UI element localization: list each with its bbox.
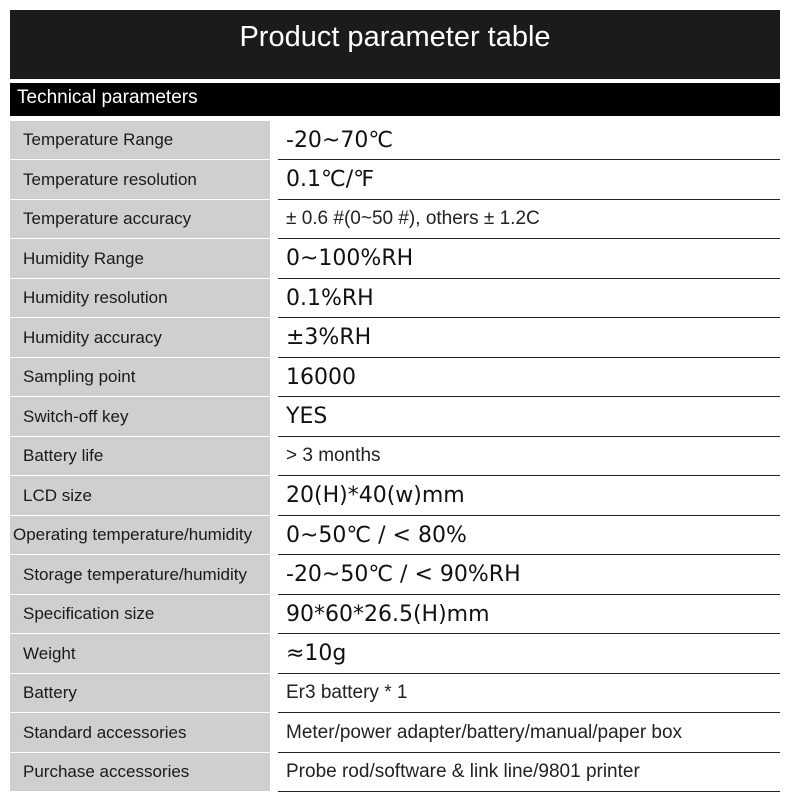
table-row: [10, 753, 780, 792]
parameter-table: [10, 121, 780, 792]
table-row: [10, 555, 780, 595]
table-row: [10, 358, 780, 397]
cell-gap: [270, 397, 278, 437]
parameter-label: Sampling point: [10, 358, 270, 397]
cell-gap: [270, 121, 278, 160]
page-title: Product parameter table: [239, 21, 551, 53]
parameter-label: Switch-off key: [10, 397, 270, 437]
table-row: [10, 121, 780, 160]
parameter-value: 0~100%RH: [278, 239, 780, 279]
parameter-value: YES: [278, 397, 780, 437]
parameter-value: ≈10g: [278, 634, 780, 674]
table-row: [10, 634, 780, 674]
cell-gap: [270, 200, 278, 239]
table-row: [10, 674, 780, 713]
parameter-label: Temperature Range: [10, 121, 270, 160]
parameter-label: Purchase accessories: [10, 753, 270, 792]
table-row: [10, 318, 780, 358]
table-row: [10, 516, 780, 555]
table-row: [10, 279, 780, 318]
parameter-label: Operating temperature/humidity: [10, 516, 270, 555]
table-row: [10, 713, 780, 753]
table-row: [10, 200, 780, 239]
parameter-value: 0.1℃/℉: [278, 160, 780, 200]
table-row: [10, 239, 780, 279]
parameter-label: Battery: [10, 674, 270, 713]
parameter-value: 90*60*26.5(H)mm: [278, 595, 780, 634]
cell-gap: [270, 516, 278, 555]
parameter-value: Meter/power adapter/battery/manual/paper box: [278, 713, 780, 753]
parameter-label: Specification size: [10, 595, 270, 634]
cell-gap: [270, 279, 278, 318]
parameter-label: Standard accessories: [10, 713, 270, 753]
cell-gap: [270, 555, 278, 595]
parameter-value: 16000: [278, 358, 780, 397]
cell-gap: [270, 358, 278, 397]
cell-gap: [270, 160, 278, 200]
cell-gap: [270, 318, 278, 358]
parameter-label: Humidity Range: [10, 239, 270, 279]
table-row: [10, 160, 780, 200]
table-row: [10, 437, 780, 476]
parameter-label: Weight: [10, 634, 270, 674]
parameter-value: ±3%RH: [278, 318, 780, 358]
parameter-label: Storage temperature/humidity: [10, 555, 270, 595]
parameter-value: 0.1%RH: [278, 279, 780, 318]
cell-gap: [270, 595, 278, 634]
cell-gap: [270, 634, 278, 674]
parameter-label: Battery life: [10, 437, 270, 476]
parameter-value: -20~70℃: [278, 121, 780, 160]
table-row: [10, 476, 780, 516]
cell-gap: [270, 674, 278, 713]
table-row: [10, 397, 780, 437]
section-header: Technical parameters: [10, 83, 780, 116]
table-row: [10, 595, 780, 634]
parameter-value: > 3 months: [278, 437, 780, 476]
parameter-label: LCD size: [10, 476, 270, 516]
parameter-label: Humidity resolution: [10, 279, 270, 318]
title-bar: [10, 10, 780, 79]
parameter-value: 0~50℃ / < 80%: [278, 516, 780, 555]
parameter-value: -20~50℃ / < 90%RH: [278, 555, 780, 595]
cell-gap: [270, 476, 278, 516]
parameter-value: Probe rod/software & link line/9801 printer: [278, 753, 780, 792]
parameter-value: 20(H)*40(w)mm: [278, 476, 780, 516]
cell-gap: [270, 239, 278, 279]
cell-gap: [270, 753, 278, 792]
cell-gap: [270, 437, 278, 476]
parameter-value: Er3 battery * 1: [278, 674, 780, 713]
parameter-value: ± 0.6 #(0~50 #), others ± 1.2C: [278, 200, 780, 239]
parameter-label: Temperature accuracy: [10, 200, 270, 239]
parameter-label: Temperature resolution: [10, 160, 270, 200]
cell-gap: [270, 713, 278, 753]
parameter-label: Humidity accuracy: [10, 318, 270, 358]
